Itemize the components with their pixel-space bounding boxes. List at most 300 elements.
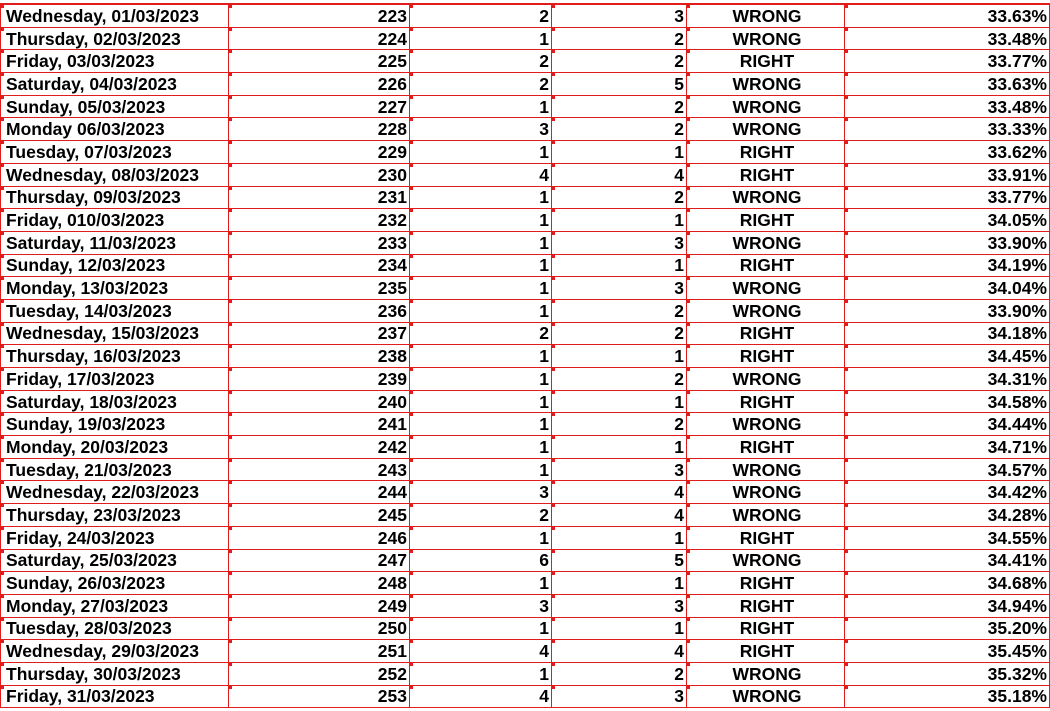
value-a-cell[interactable]	[410, 368, 552, 391]
table-row	[1, 163, 1050, 186]
percentage-cell[interactable]	[845, 640, 1050, 663]
result-cell[interactable]	[687, 163, 845, 186]
table-row	[1, 277, 1050, 300]
cell-marker	[687, 277, 690, 280]
cell-marker	[552, 232, 555, 235]
value-b-cell[interactable]	[552, 504, 687, 527]
value-a-cell[interactable]	[410, 95, 552, 118]
result-cell[interactable]	[687, 345, 845, 368]
date-cell[interactable]	[1, 50, 229, 73]
result-cell-text: RIGHT	[739, 436, 795, 457]
result-cell-text: RIGHT	[739, 527, 795, 548]
result-cell[interactable]	[687, 526, 845, 549]
day-number-cell-text: 247	[377, 550, 407, 571]
day-number-cell[interactable]	[229, 413, 410, 436]
date-cell[interactable]	[1, 549, 229, 572]
day-number-cell[interactable]	[229, 504, 410, 527]
date-cell[interactable]	[1, 640, 229, 663]
percentage-cell[interactable]	[845, 368, 1050, 391]
value-a-cell[interactable]	[410, 322, 552, 345]
percentage-cell[interactable]	[845, 118, 1050, 141]
value-a-cell[interactable]	[410, 50, 552, 73]
day-number-cell[interactable]	[229, 73, 410, 96]
cell-marker	[552, 50, 555, 53]
result-cell[interactable]	[687, 27, 845, 50]
value-b-cell[interactable]	[552, 50, 687, 73]
value-a-cell[interactable]	[410, 640, 552, 663]
cell-marker	[845, 686, 848, 689]
day-number-cell[interactable]	[229, 322, 410, 345]
day-number-cell[interactable]	[229, 640, 410, 663]
value-b-cell-text: 2	[674, 187, 684, 208]
result-cell[interactable]	[687, 481, 845, 504]
value-a-cell[interactable]	[410, 413, 552, 436]
result-cell[interactable]	[687, 209, 845, 232]
percentage-cell[interactable]	[845, 27, 1050, 50]
cell-marker	[552, 5, 555, 8]
value-b-cell[interactable]	[552, 118, 687, 141]
percentage-cell[interactable]	[845, 322, 1050, 345]
cell-marker	[229, 209, 232, 212]
cell-marker	[410, 232, 413, 235]
percentage-cell[interactable]	[845, 662, 1050, 685]
date-cell[interactable]	[1, 617, 229, 640]
result-cell-text: RIGHT	[739, 255, 795, 276]
value-b-cell-text: 3	[674, 232, 684, 253]
percentage-cell[interactable]	[845, 231, 1050, 254]
day-number-cell[interactable]	[229, 436, 410, 459]
date-cell[interactable]	[1, 368, 229, 391]
cell-marker	[229, 5, 232, 8]
percentage-cell-text: 33.48%	[987, 28, 1047, 49]
result-cell[interactable]	[687, 458, 845, 481]
result-cell[interactable]	[687, 662, 845, 685]
day-number-cell[interactable]	[229, 345, 410, 368]
result-cell[interactable]	[687, 572, 845, 595]
date-cell[interactable]	[1, 436, 229, 459]
percentage-cell[interactable]	[845, 73, 1050, 96]
day-number-cell-text: 241	[377, 414, 407, 435]
cell-marker	[229, 413, 232, 416]
cell-marker	[1, 640, 4, 643]
day-number-cell[interactable]	[229, 5, 410, 28]
cell-marker	[229, 300, 232, 303]
cell-marker	[845, 255, 848, 258]
cell-marker	[410, 663, 413, 666]
result-cell[interactable]	[687, 413, 845, 436]
date-cell[interactable]	[1, 141, 229, 164]
day-number-cell[interactable]	[229, 368, 410, 391]
result-cell-text: RIGHT	[739, 391, 795, 412]
day-number-cell-text: 225	[377, 51, 407, 72]
day-number-cell-text: 239	[377, 368, 407, 389]
value-b-cell[interactable]	[552, 390, 687, 413]
value-a-cell[interactable]	[410, 594, 552, 617]
result-cell[interactable]	[687, 390, 845, 413]
cell-marker	[552, 73, 555, 76]
value-b-cell[interactable]	[552, 617, 687, 640]
cell-marker	[552, 141, 555, 144]
value-b-cell[interactable]	[552, 254, 687, 277]
value-a-cell[interactable]	[410, 504, 552, 527]
value-b-cell[interactable]	[552, 5, 687, 28]
value-b-cell[interactable]	[552, 27, 687, 50]
value-b-cell[interactable]	[552, 481, 687, 504]
value-a-cell[interactable]	[410, 231, 552, 254]
cell-marker	[229, 187, 232, 190]
value-a-cell[interactable]	[410, 254, 552, 277]
value-b-cell[interactable]	[552, 322, 687, 345]
result-cell[interactable]	[687, 594, 845, 617]
date-cell[interactable]	[1, 209, 229, 232]
value-b-cell[interactable]	[552, 640, 687, 663]
value-b-cell[interactable]	[552, 413, 687, 436]
cell-marker	[845, 96, 848, 99]
result-cell[interactable]	[687, 186, 845, 209]
percentage-cell[interactable]	[845, 277, 1050, 300]
date-cell-text: Friday, 010/03/2023	[6, 210, 165, 231]
percentage-cell-text: 34.18%	[987, 323, 1047, 344]
result-cell[interactable]	[687, 254, 845, 277]
cell-marker	[410, 391, 413, 394]
cell-marker	[1, 50, 4, 53]
value-a-cell[interactable]	[410, 572, 552, 595]
result-cell[interactable]	[687, 322, 845, 345]
percentage-cell[interactable]	[845, 50, 1050, 73]
cell-marker	[552, 345, 555, 348]
value-b-cell-text: 1	[674, 527, 684, 548]
value-b-cell[interactable]	[552, 299, 687, 322]
percentage-cell-text: 34.28%	[987, 504, 1047, 525]
percentage-cell[interactable]	[845, 594, 1050, 617]
value-a-cell[interactable]	[410, 118, 552, 141]
percentage-cell[interactable]	[845, 549, 1050, 572]
result-cell[interactable]	[687, 73, 845, 96]
value-a-cell-text: 1	[539, 141, 549, 162]
result-cell[interactable]	[687, 368, 845, 391]
cell-marker	[229, 345, 232, 348]
value-a-cell[interactable]	[410, 141, 552, 164]
cell-marker	[410, 459, 413, 462]
percentage-cell[interactable]	[845, 436, 1050, 459]
cell-marker	[1, 618, 4, 621]
cell-marker	[687, 572, 690, 575]
value-b-cell[interactable]	[552, 458, 687, 481]
cell-marker	[229, 323, 232, 326]
value-a-cell[interactable]	[410, 685, 552, 708]
value-a-cell[interactable]	[410, 186, 552, 209]
result-cell[interactable]	[687, 436, 845, 459]
cell-marker	[229, 28, 232, 31]
result-cell[interactable]	[687, 50, 845, 73]
percentage-cell[interactable]	[845, 95, 1050, 118]
percentage-cell[interactable]	[845, 5, 1050, 28]
cell-marker	[845, 595, 848, 598]
percentage-cell[interactable]	[845, 163, 1050, 186]
value-b-cell[interactable]	[552, 436, 687, 459]
value-a-cell-text: 1	[539, 28, 549, 49]
date-cell[interactable]	[1, 73, 229, 96]
day-number-cell[interactable]	[229, 572, 410, 595]
date-cell[interactable]	[1, 345, 229, 368]
day-number-cell[interactable]	[229, 95, 410, 118]
cell-marker	[845, 28, 848, 31]
day-number-cell[interactable]	[229, 141, 410, 164]
result-cell[interactable]	[687, 617, 845, 640]
day-number-cell[interactable]	[229, 526, 410, 549]
cell-marker	[229, 368, 232, 371]
day-number-cell[interactable]	[229, 549, 410, 572]
result-cell-text: RIGHT	[739, 595, 795, 616]
date-cell[interactable]	[1, 299, 229, 322]
percentage-cell[interactable]	[845, 186, 1050, 209]
cell-marker	[1, 73, 4, 76]
cell-marker	[1, 345, 4, 348]
result-cell-text: RIGHT	[739, 641, 795, 662]
value-a-cell-text: 1	[539, 436, 549, 457]
value-b-cell-text: 2	[674, 323, 684, 344]
day-number-cell[interactable]	[229, 662, 410, 685]
result-cell[interactable]	[687, 549, 845, 572]
cell-marker	[229, 618, 232, 621]
date-cell[interactable]	[1, 685, 229, 708]
cell-marker	[845, 663, 848, 666]
result-cell[interactable]	[687, 231, 845, 254]
percentage-cell[interactable]	[845, 345, 1050, 368]
cell-marker	[410, 209, 413, 212]
value-a-cell[interactable]	[410, 390, 552, 413]
cell-marker	[845, 277, 848, 280]
result-cell[interactable]	[687, 299, 845, 322]
date-cell[interactable]	[1, 5, 229, 28]
date-cell[interactable]	[1, 254, 229, 277]
value-b-cell[interactable]	[552, 662, 687, 685]
value-a-cell[interactable]	[410, 209, 552, 232]
value-b-cell-text: 2	[674, 300, 684, 321]
result-cell-text: WRONG	[732, 187, 802, 208]
day-number-cell[interactable]	[229, 685, 410, 708]
cell-marker	[845, 459, 848, 462]
percentage-cell[interactable]	[845, 413, 1050, 436]
value-a-cell[interactable]	[410, 277, 552, 300]
day-number-cell[interactable]	[229, 594, 410, 617]
value-a-cell[interactable]	[410, 617, 552, 640]
value-b-cell-text: 4	[674, 504, 684, 525]
value-a-cell-text: 1	[539, 527, 549, 548]
day-number-cell[interactable]	[229, 163, 410, 186]
percentage-cell[interactable]	[845, 526, 1050, 549]
percentage-cell-text: 35.32%	[987, 663, 1047, 684]
percentage-cell[interactable]	[845, 481, 1050, 504]
day-number-cell[interactable]	[229, 27, 410, 50]
date-cell[interactable]	[1, 481, 229, 504]
table-row	[1, 640, 1050, 663]
percentage-cell-text: 34.68%	[987, 573, 1047, 594]
percentage-cell-text: 34.42%	[987, 482, 1047, 503]
percentage-cell[interactable]	[845, 254, 1050, 277]
value-b-cell[interactable]	[552, 73, 687, 96]
value-b-cell[interactable]	[552, 526, 687, 549]
value-b-cell-text: 1	[674, 573, 684, 594]
value-a-cell-text: 6	[539, 550, 549, 571]
result-cell-text: WRONG	[732, 663, 802, 684]
table-row	[1, 27, 1050, 50]
value-b-cell-text: 2	[674, 663, 684, 684]
day-number-cell[interactable]	[229, 209, 410, 232]
day-number-cell[interactable]	[229, 481, 410, 504]
percentage-cell[interactable]	[845, 299, 1050, 322]
date-cell[interactable]	[1, 662, 229, 685]
percentage-cell-text: 34.44%	[987, 414, 1047, 435]
date-cell[interactable]	[1, 594, 229, 617]
percentage-cell[interactable]	[845, 617, 1050, 640]
value-a-cell[interactable]	[410, 436, 552, 459]
value-a-cell[interactable]	[410, 662, 552, 685]
date-cell[interactable]	[1, 322, 229, 345]
cell-marker	[410, 504, 413, 507]
value-b-cell[interactable]	[552, 95, 687, 118]
value-a-cell[interactable]	[410, 5, 552, 28]
cell-marker	[687, 595, 690, 598]
result-cell[interactable]	[687, 118, 845, 141]
cell-marker	[229, 527, 232, 530]
result-cell[interactable]	[687, 95, 845, 118]
value-b-cell[interactable]	[552, 572, 687, 595]
value-b-cell-text: 2	[674, 414, 684, 435]
day-number-cell[interactable]	[229, 390, 410, 413]
result-cell[interactable]	[687, 685, 845, 708]
percentage-cell-text: 33.63%	[987, 73, 1047, 94]
percentage-cell-text: 33.63%	[987, 5, 1047, 26]
value-b-cell[interactable]	[552, 685, 687, 708]
value-b-cell[interactable]	[552, 163, 687, 186]
date-cell-text: Saturday, 25/03/2023	[6, 550, 177, 571]
day-number-cell[interactable]	[229, 299, 410, 322]
result-cell-text: WRONG	[732, 414, 802, 435]
cell-marker	[410, 550, 413, 553]
day-number-cell-text: 223	[377, 5, 407, 26]
value-b-cell-text: 2	[674, 28, 684, 49]
cell-marker	[845, 141, 848, 144]
result-cell-text: RIGHT	[739, 323, 795, 344]
cell-marker	[552, 255, 555, 258]
value-a-cell[interactable]	[410, 163, 552, 186]
result-cell[interactable]	[687, 277, 845, 300]
date-cell[interactable]	[1, 95, 229, 118]
percentage-cell-text: 34.05%	[987, 210, 1047, 231]
value-b-cell[interactable]	[552, 549, 687, 572]
cell-marker	[552, 572, 555, 575]
result-cell-text: WRONG	[732, 482, 802, 503]
value-a-cell[interactable]	[410, 549, 552, 572]
value-b-cell[interactable]	[552, 186, 687, 209]
table-row	[1, 368, 1050, 391]
cell-marker	[1, 368, 4, 371]
cell-marker	[229, 572, 232, 575]
day-number-cell[interactable]	[229, 254, 410, 277]
value-a-cell[interactable]	[410, 481, 552, 504]
value-b-cell-text: 2	[674, 368, 684, 389]
percentage-cell[interactable]	[845, 458, 1050, 481]
result-cell-text: WRONG	[732, 232, 802, 253]
percentage-cell[interactable]	[845, 141, 1050, 164]
value-b-cell[interactable]	[552, 368, 687, 391]
day-number-cell[interactable]	[229, 231, 410, 254]
day-number-cell[interactable]	[229, 50, 410, 73]
percentage-cell[interactable]	[845, 390, 1050, 413]
date-cell[interactable]	[1, 504, 229, 527]
date-cell[interactable]	[1, 390, 229, 413]
cell-marker	[1, 255, 4, 258]
date-cell[interactable]	[1, 163, 229, 186]
day-number-cell[interactable]	[229, 458, 410, 481]
date-cell-text: Sunday, 12/03/2023	[6, 255, 166, 276]
percentage-cell[interactable]	[845, 504, 1050, 527]
value-b-cell[interactable]	[552, 345, 687, 368]
date-cell[interactable]	[1, 118, 229, 141]
day-number-cell[interactable]	[229, 277, 410, 300]
percentage-cell-text: 33.90%	[987, 300, 1047, 321]
table-row	[1, 209, 1050, 232]
value-a-cell[interactable]	[410, 345, 552, 368]
date-cell[interactable]	[1, 458, 229, 481]
value-b-cell[interactable]	[552, 277, 687, 300]
value-b-cell[interactable]	[552, 141, 687, 164]
value-a-cell[interactable]	[410, 458, 552, 481]
day-number-cell[interactable]	[229, 617, 410, 640]
day-number-cell[interactable]	[229, 118, 410, 141]
result-cell[interactable]	[687, 504, 845, 527]
date-cell[interactable]	[1, 413, 229, 436]
value-b-cell-text: 1	[674, 391, 684, 412]
date-cell[interactable]	[1, 27, 229, 50]
date-cell[interactable]	[1, 186, 229, 209]
percentage-cell[interactable]	[845, 209, 1050, 232]
date-cell[interactable]	[1, 572, 229, 595]
table-row	[1, 504, 1050, 527]
day-number-cell[interactable]	[229, 186, 410, 209]
value-a-cell[interactable]	[410, 73, 552, 96]
cell-marker	[552, 391, 555, 394]
result-cell[interactable]	[687, 5, 845, 28]
percentage-cell[interactable]	[845, 685, 1050, 708]
table-row	[1, 73, 1050, 96]
cell-marker	[552, 686, 555, 689]
value-a-cell[interactable]	[410, 299, 552, 322]
cell-marker	[410, 640, 413, 643]
day-number-cell-text: 243	[377, 459, 407, 480]
result-cell[interactable]	[687, 640, 845, 663]
cell-marker	[1, 96, 4, 99]
day-number-cell-text: 252	[377, 663, 407, 684]
percentage-cell[interactable]	[845, 572, 1050, 595]
value-b-cell[interactable]	[552, 594, 687, 617]
value-a-cell[interactable]	[410, 526, 552, 549]
result-cell[interactable]	[687, 141, 845, 164]
percentage-cell-text: 34.58%	[987, 391, 1047, 412]
value-a-cell-text: 4	[539, 641, 549, 662]
percentage-cell-text: 34.94%	[987, 595, 1047, 616]
value-a-cell-text: 1	[539, 391, 549, 412]
value-b-cell[interactable]	[552, 231, 687, 254]
value-a-cell[interactable]	[410, 27, 552, 50]
value-b-cell[interactable]	[552, 209, 687, 232]
table-row	[1, 5, 1050, 28]
date-cell[interactable]	[1, 277, 229, 300]
result-cell-text: WRONG	[732, 5, 802, 26]
date-cell[interactable]	[1, 526, 229, 549]
date-cell[interactable]	[1, 231, 229, 254]
